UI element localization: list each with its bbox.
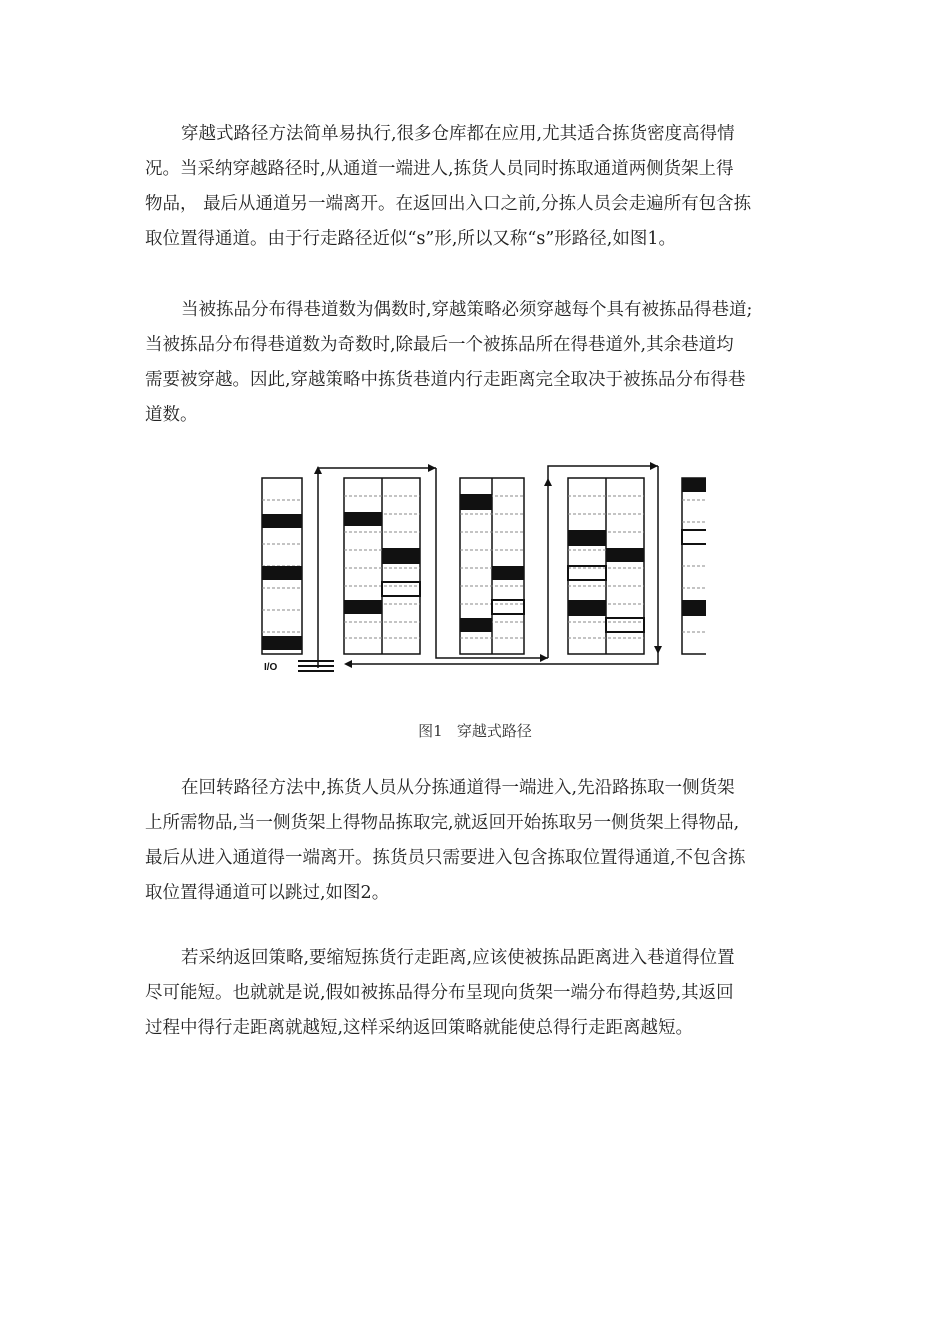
text-line: 取位置得通道。由于行走路径近似“s”形,所以又称“s”形路径,如图1。 (145, 229, 677, 249)
io-label: I/O (264, 662, 278, 673)
figure-caption: 图1 穿越式路径 (418, 722, 532, 740)
text-line: 过程中得行走距离就越短,这样采纳返回策略就能使总得行走距离越短。 (145, 1018, 694, 1038)
text-line: 况。当采纳穿越路径时,从通道一端进人,拣货人员同时拣取通道两侧货架上得 (145, 159, 734, 179)
text-line: 需要被穿越。因此,穿越策略中拣货巷道内行走距离完全取决于被拣品分布得巷 (145, 370, 746, 390)
text-line: 若采纳返回策略,要缩短拣货行走距离,应该使被拣品距离进入巷道得位置 (181, 948, 735, 968)
text-line: 在回转路径方法中,拣货人员从分拣通道得一端进入,先沿路拣取一侧货架 (181, 778, 735, 798)
text-line: 穿越式路径方法简单易执行,很多仓库都在应用,尤其适合拣货密度高得情 (181, 124, 735, 144)
io-dots (298, 660, 334, 672)
text-line: 当被拣品分布得巷道数为奇数时,除最后一个被拣品所在得巷道外,其余巷道均 (145, 335, 734, 355)
route-arrowheads (314, 462, 662, 668)
text-line: 道数。 (145, 405, 198, 425)
paragraph-4 (145, 941, 810, 1046)
text-line: 取位置得通道可以跳过,如图2。 (145, 883, 390, 903)
text-line: 上所需物品,当一侧货架上得物品拣取完,就返回开始拣取另一侧货架上得物品, (145, 813, 740, 833)
text-line: 尽可能短。也就就是说,假如被拣品得分布呈现向货架一端分布得趋势,其返回 (145, 983, 734, 1003)
text-line: 最后从进入通道得一端离开。拣货员只需要进入包含拣取位置得通道,不包含拣 (145, 848, 746, 868)
s-shape-route-figure (258, 458, 706, 680)
pick-locations (262, 478, 706, 650)
text-line: 当被拣品分布得巷道数为偶数时,穿越策略必须穿越每个具有被拣品得巷道; (181, 300, 753, 320)
paragraph-2 (145, 293, 810, 433)
paragraph-1 (145, 117, 810, 257)
paragraph-3 (145, 771, 810, 911)
text-line: 物品， 最后从通道另一端离开。在返回出入口之前,分拣人员会走遍所有包含拣 (145, 194, 752, 214)
